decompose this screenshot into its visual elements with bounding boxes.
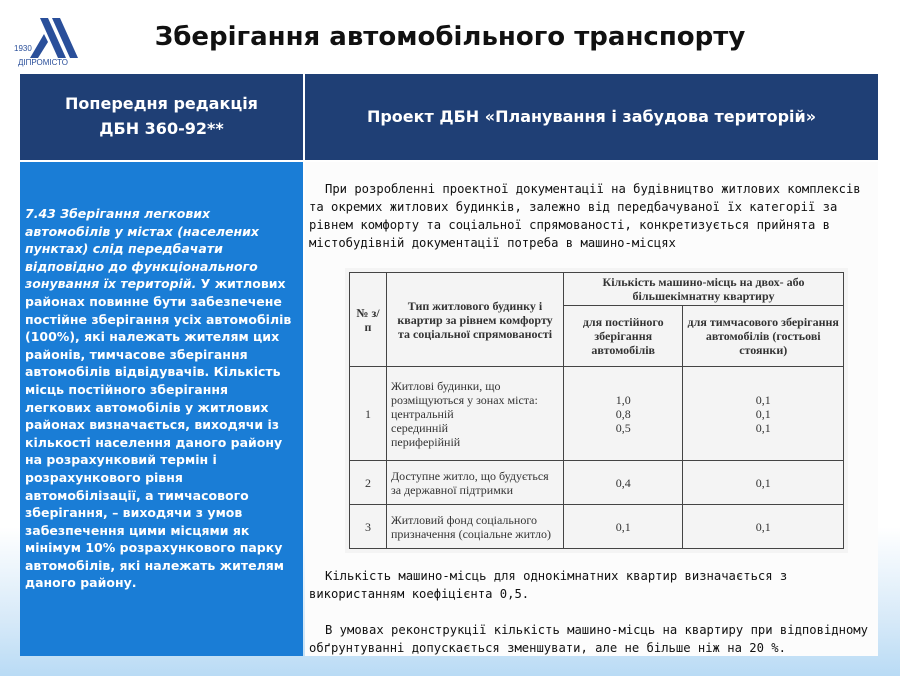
logo-name: ДІПРОМІСТО bbox=[18, 58, 68, 67]
col-number-header: № з/п bbox=[350, 273, 387, 367]
row-permanent: 0,4 bbox=[564, 461, 683, 505]
header-draft-dbn bbox=[305, 74, 878, 160]
previous-edition-text bbox=[20, 162, 303, 656]
row-permanent: 0,1 bbox=[564, 505, 683, 549]
row-number: 1 bbox=[350, 367, 387, 461]
row-type: Житлові будинки, що розміщуються у зонах міста: центральній серединній периферійній bbox=[387, 367, 564, 461]
header-previous-edition bbox=[20, 74, 303, 160]
row-temporary: 0,1 0,1 0,1 bbox=[683, 367, 844, 461]
draft-dbn-text bbox=[305, 162, 878, 656]
header-right-label: Проект ДБН «Планування і забудова територій» bbox=[366, 106, 817, 126]
intro-paragraph: При розробленні проектної документації на будівництво житлових комплексів та окремих житлових будинків, залежно від передбачуваної їх категорії за рівнем комфорту та соціальної спрямованості, конкретизується прийнята в містобудівній документації потреба в машино-місцях bbox=[309, 182, 861, 250]
row-temporary: 0,1 bbox=[683, 461, 844, 505]
table-row bbox=[350, 461, 844, 505]
page-title: Зберігання автомобільного транспорту bbox=[154, 22, 746, 52]
table-row bbox=[350, 505, 844, 549]
parking-norms-table bbox=[349, 272, 844, 549]
table-row bbox=[350, 367, 844, 461]
row-temporary: 0,1 bbox=[683, 505, 844, 549]
parking-norms-table-wrap bbox=[345, 268, 848, 553]
logo-year: 1930 bbox=[14, 44, 32, 53]
row-number: 3 bbox=[350, 505, 387, 549]
clause-title: 7.43 Зберігання легкових автомобілів у містах (населених пунктах) слід передбачати відповідно до функціонального зонування їх територій. bbox=[25, 206, 259, 292]
col-temporary-header: для тимчасового зберігання автомобілів (гостьові стоянки) bbox=[683, 306, 844, 367]
row-type: Житловий фонд соціального призначення (соціальне житло) bbox=[387, 505, 564, 549]
col-type-header: Тип житлового будинку і квартир за рівнем комфорту та соціальної спрямованості bbox=[387, 273, 564, 367]
col-group-header: Кількість машино-місць на двох- або більшекімнатну квартиру bbox=[564, 273, 844, 306]
clause-body: У житлових районах повинне бути забезпечене постійне зберігання усіх автомобілів (100%), які належать жителям цих районів, тимчасове зберігання автомобілів відвідувачів. Кількість місць постійного зберігання легкових автомобілів у житлових районах визначається, виходячи із кількості населення даного району на розрахунковий термін і розрахункового рівня автомобілізації, а тимчасового зберігання, – виходячи з умов забезпечення цими місцями як мінімум 10% розрахункового парку автомобілів, які належать жителям даного району. bbox=[25, 276, 292, 591]
reconstruction-note: В умовах реконструкції кількість машино-місць на квартиру при відповідному обґрунтуванні допускається зменшувати, але не більше ніж на 20 %. bbox=[309, 623, 868, 655]
header-left-label: Попередня редакція ДБН 360-92** bbox=[65, 94, 258, 138]
row-permanent: 1,0 0,8 0,5 bbox=[564, 367, 683, 461]
row-type: Доступне житло, що будується за державної підтримки bbox=[387, 461, 564, 505]
row-number: 2 bbox=[350, 461, 387, 505]
col-permanent-header: для постійного зберігання автомобілів bbox=[564, 306, 683, 367]
one-room-note: Кількість машино-місць для однокімнатних квартир визначається з використанням коефіцієнта 0,5. bbox=[309, 569, 788, 601]
